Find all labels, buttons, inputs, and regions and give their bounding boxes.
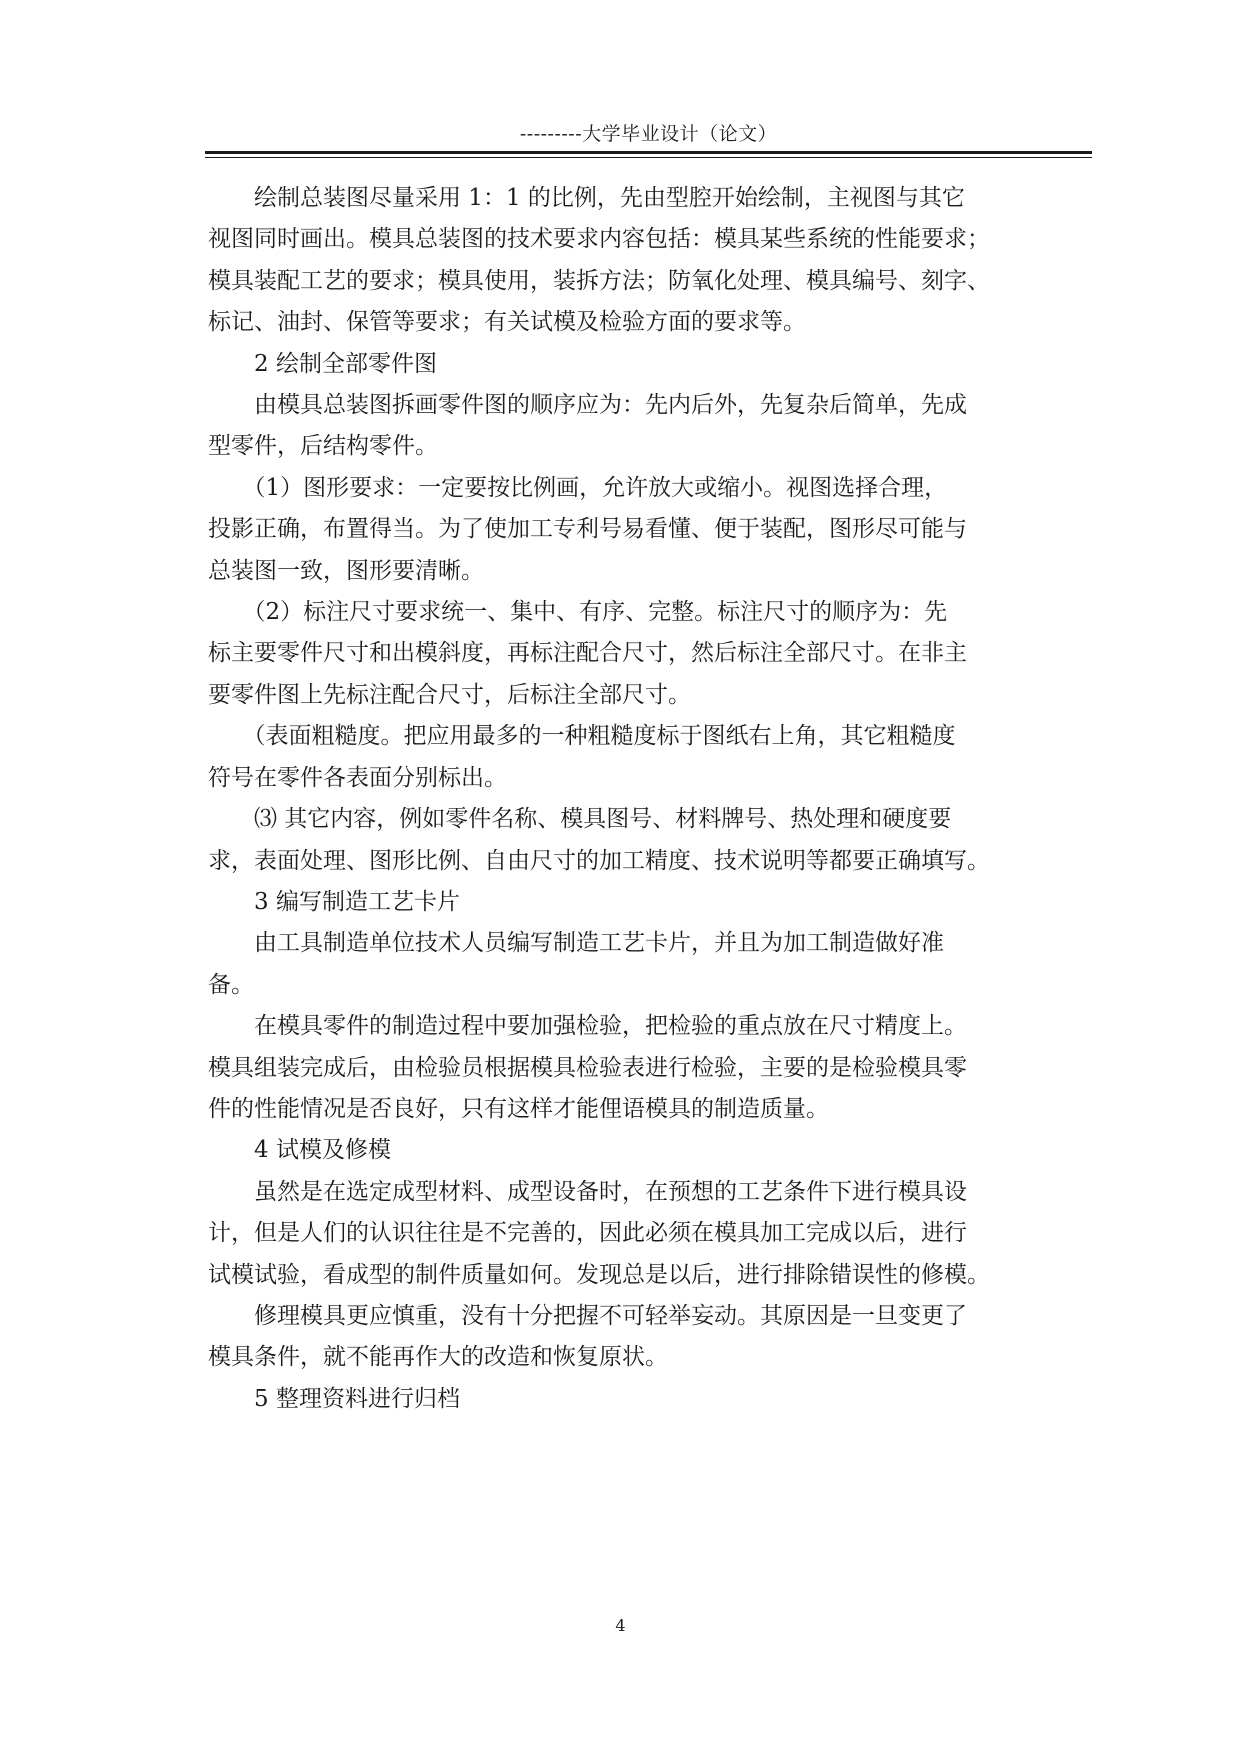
text-line: 件的性能情况是否良好，只有这样才能俚语模具的制造质量。 — [208, 1095, 829, 1122]
text-line: （表面粗糙度。把应用最多的一种粗糙度标于图纸右上角，其它粗糙度 — [208, 723, 956, 750]
header-rule-thick — [205, 151, 1092, 154]
section-heading: 5 整理资料进行归档 — [208, 1385, 460, 1412]
text-line: 备。 — [208, 971, 254, 998]
text-line: 计，但是人们的认识往往是不完善的，因此必须在模具加工完成以后，进行 — [208, 1220, 967, 1247]
page-number: 4 — [615, 1616, 626, 1635]
text-line: 模具组装完成后，由检验员根据模具检验表进行检验，主要的是检验模具零 — [208, 1054, 967, 1081]
text-line: 模具条件，就不能再作大的改造和恢复原状。 — [208, 1344, 668, 1371]
text-line: 试模试验，看成型的制件质量如何。发现总是以后，进行排除错误性的修模。 — [208, 1261, 990, 1288]
text-line: 标主要零件尺寸和出模斜度，再标注配合尺寸，然后标注全部尺寸。在非主 — [208, 640, 967, 667]
text-line: 由模具总装图拆画零件图的顺序应为：先内后外，先复杂后简单，先成 — [208, 392, 967, 419]
text-line: 求，表面处理、图形比例、自由尺寸的加工精度、技术说明等都要正确填写。 — [208, 847, 990, 874]
section-heading: 2 绘制全部零件图 — [208, 350, 437, 377]
text-line: 模具装配工艺的要求；模具使用，装拆方法；防氧化处理、模具编号、刻字、 — [208, 267, 990, 294]
text-line: 虽然是在选定成型材料、成型设备时，在预想的工艺条件下进行模具设 — [208, 1178, 967, 1205]
section-heading: 4 试模及修模 — [208, 1137, 391, 1164]
text-line: 视图同时画出。模具总装图的技术要求内容包括：模具某些系统的性能要求； — [208, 226, 990, 253]
header-rule-thin — [205, 157, 1092, 158]
text-line: ⑶ 其它内容，例如零件名称、模具图号、材料牌号、热处理和硬度要 — [208, 806, 952, 833]
text-line: （2）标注尺寸要求统一、集中、有序、完整。标注尺寸的顺序为：先 — [208, 599, 948, 626]
text-line: 修理模具更应慎重，没有十分把握不可轻举妄动。其原因是一旦变更了 — [208, 1302, 967, 1329]
text-line: 型零件，后结构零件。 — [208, 433, 438, 460]
text-line: 由工具制造单位技术人员编写制造工艺卡片，并且为加工制造做好准 — [208, 930, 944, 957]
text-line: 标记、油封、保管等要求；有关试模及检验方面的要求等。 — [208, 309, 806, 336]
text-line: 在模具零件的制造过程中要加强检验，把检验的重点放在尺寸精度上。 — [208, 1013, 967, 1040]
text-line: 绘制总装图尽量采用 1：1 的比例，先由型腔开始绘制，主视图与其它 — [208, 185, 965, 211]
text-line: （1）图形要求：一定要按比例画，允许放大或缩小。视图选择合理， — [208, 474, 948, 501]
text-line: 要零件图上先标注配合尺寸，后标注全部尺寸。 — [208, 681, 691, 708]
document-body — [208, 178, 1108, 1420]
text-line: 符号在零件各表面分别标出。 — [208, 764, 507, 791]
text-line: 投影正确，布置得当。为了使加工专利号易看懂、便于装配，图形尽可能与 — [208, 516, 967, 543]
section-heading: 3 编写制造工艺卡片 — [208, 888, 460, 915]
page-header-title: ---------大学毕业设计（论文） — [519, 123, 778, 145]
text-line: 总装图一致，图形要清晰。 — [208, 557, 484, 584]
